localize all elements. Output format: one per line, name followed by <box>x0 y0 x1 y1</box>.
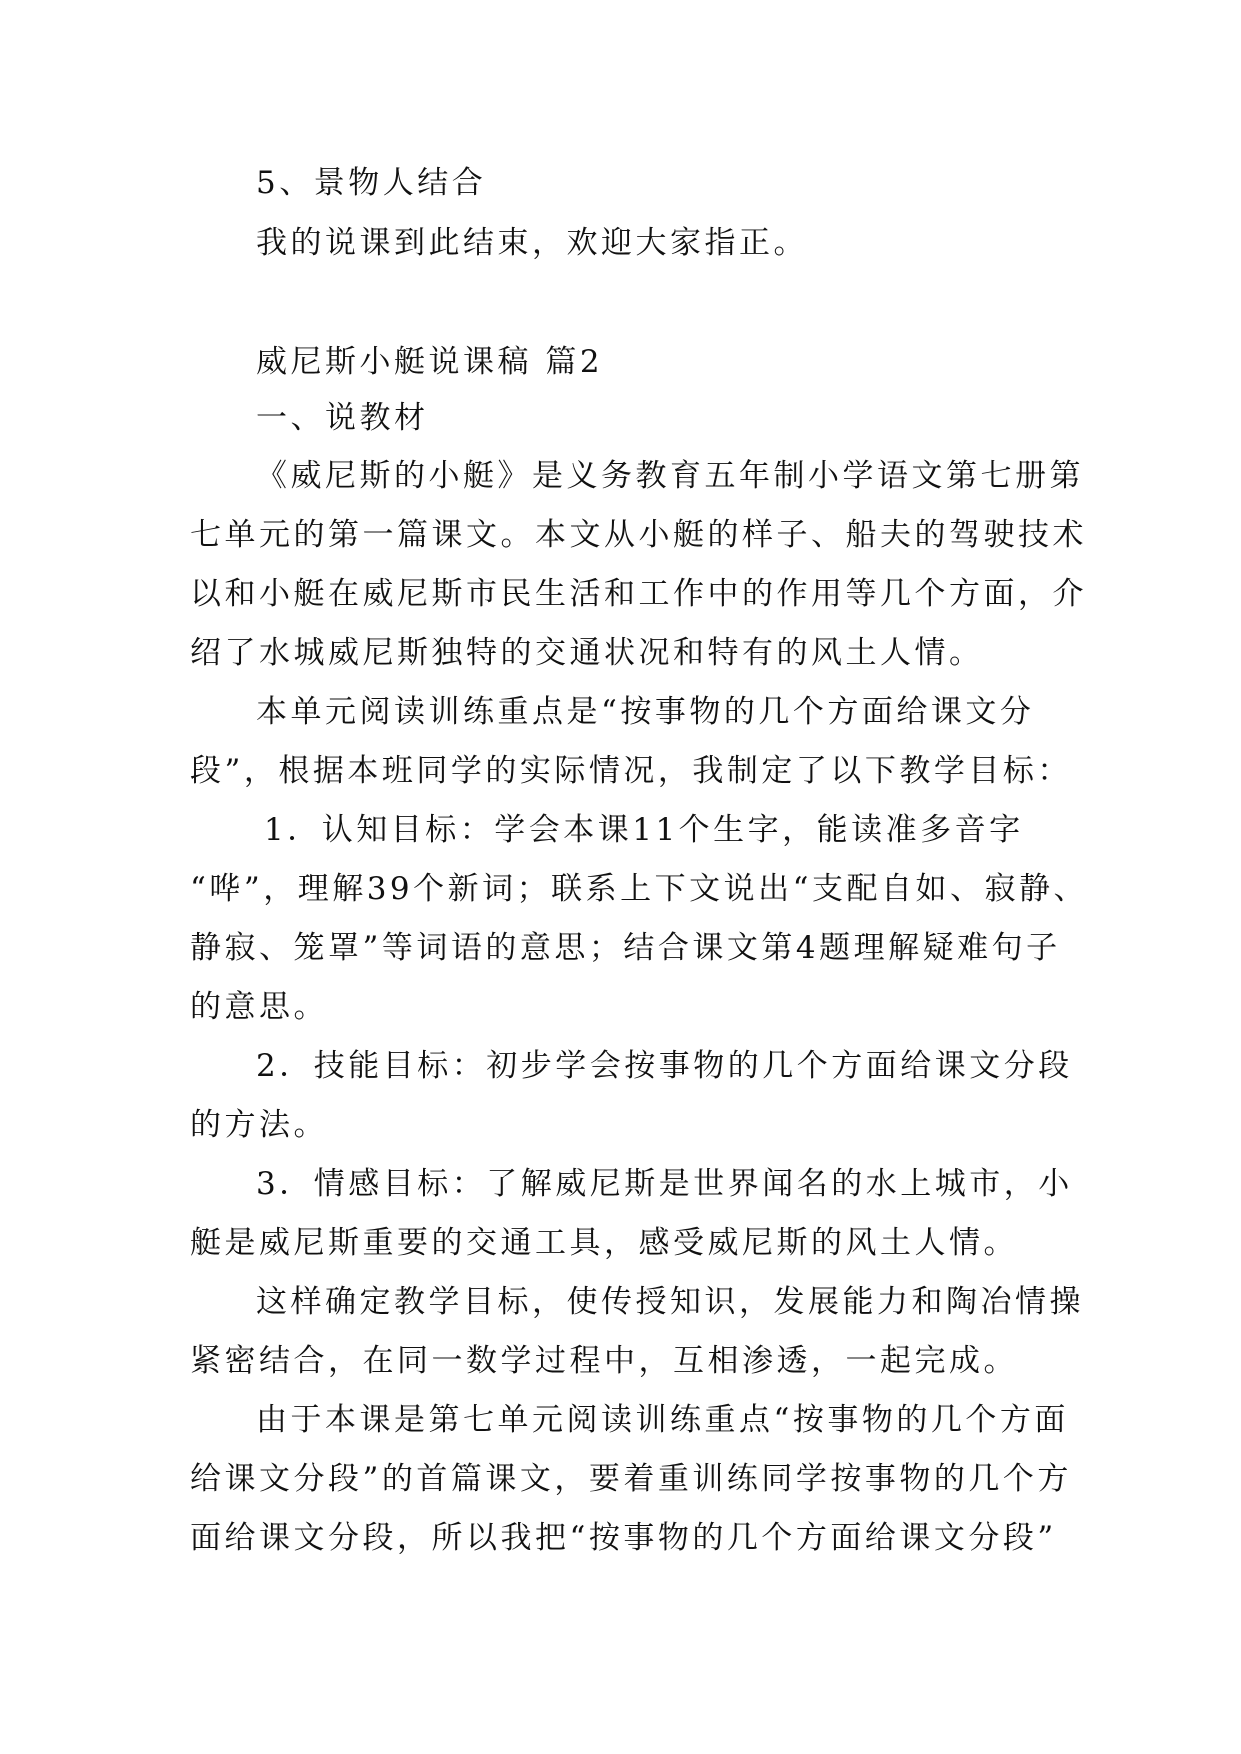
paragraph-line: 1．认知目标：学会本课11个生字，能读准多音字 <box>264 812 1024 848</box>
paragraph-line: 《威尼斯的小艇》是义务教育五年制小学语文第七册第 <box>256 458 1084 494</box>
paragraph-line: 2．技能目标：初步学会按事物的几个方面给课文分段 <box>256 1048 1073 1084</box>
section-heading: 一、说教材 <box>256 400 429 436</box>
paragraph-line: 静寂、笼罩”等词语的意思；结合课文第4题理解疑难句子 <box>190 930 1061 966</box>
paragraph-line: “哗”，理解39个新词；联系上下文说出“支配自如、寂静、 <box>190 871 1088 907</box>
paragraph-line: 本单元阅读训练重点是“按事物的几个方面给课文分 <box>256 694 1035 730</box>
paragraph-line: 艇是威尼斯重要的交通工具，感受威尼斯的风土人情。 <box>190 1225 1018 1261</box>
paragraph-line: 紧密结合，在同一数学过程中，互相渗透，一起完成。 <box>190 1343 1018 1379</box>
paragraph-line: 的意思。 <box>190 989 328 1025</box>
paragraph-line: 3．情感目标：了解威尼斯是世界闻名的水上城市，小 <box>256 1166 1073 1202</box>
paragraph-line: 七单元的第一篇课文。本文从小艇的样子、船夫的驾驶技术 <box>190 517 1087 553</box>
paragraph-line: 以和小艇在威尼斯市民生活和工作中的作用等几个方面，介 <box>190 576 1087 612</box>
paragraph-line: 绍了水城威尼斯独特的交通状况和特有的风土人情。 <box>190 635 984 671</box>
section-title: 威尼斯小艇说课稿 篇2 <box>256 344 604 380</box>
text-line: 我的说课到此结束，欢迎大家指正。 <box>256 225 808 261</box>
paragraph-line: 的方法。 <box>190 1107 328 1143</box>
paragraph-line: 面给课文分段，所以我把“按事物的几个方面给课文分段” <box>190 1520 1057 1556</box>
paragraph-line: 段”，根据本班同学的实际情况，我制定了以下教学目标： <box>190 753 1072 789</box>
paragraph-line: 由于本课是第七单元阅读训练重点“按事物的几个方面 <box>256 1402 1069 1438</box>
text-line: 5、景物人结合 <box>256 165 487 201</box>
paragraph-line: 给课文分段”的首篇课文，要着重训练同学按事物的几个方 <box>190 1461 1072 1497</box>
paragraph-line: 这样确定教学目标，使传授知识，发展能力和陶冶情操 <box>256 1284 1084 1320</box>
